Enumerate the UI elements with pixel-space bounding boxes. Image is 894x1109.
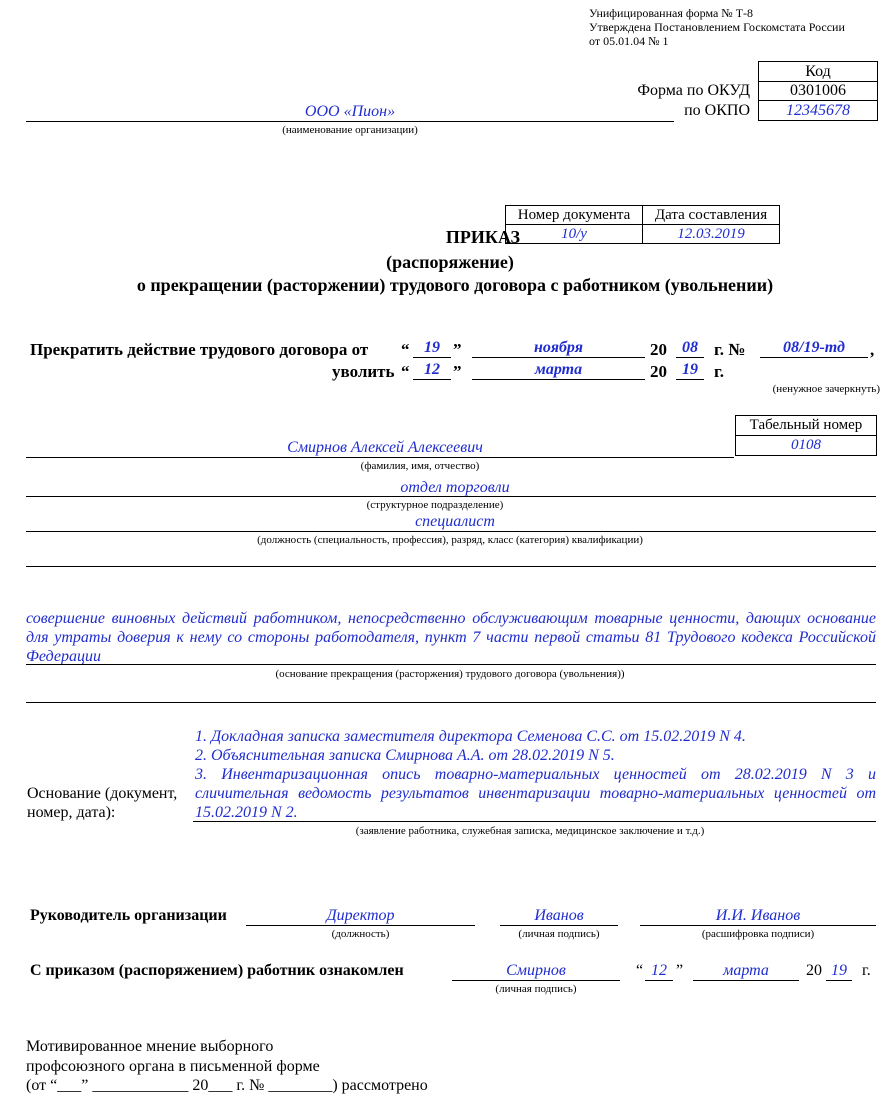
reason-line-extra	[26, 702, 876, 703]
ack-year-g: г.	[862, 962, 871, 979]
okpo-label: по ОКПО	[684, 102, 750, 119]
employee-position: специалист	[415, 513, 495, 530]
tab-number-value: 0108	[736, 436, 877, 456]
organization-caption: (наименование организации)	[282, 124, 418, 136]
basis-line	[193, 821, 876, 822]
number-label: г. №	[714, 340, 746, 359]
basis-item-3: 3. Инвентаризационная опись товарно-материальных ценностей от 28.02.2019 N 3 и сличительная ведомость результатов инвентаризации товарно-материальных ценностей от 15.02.2019 N 2.	[195, 766, 876, 821]
form-line-3: от 05.01.04 № 1	[589, 34, 669, 48]
union-line-3: (от “___” ____________ 20___ г. № ________) рассмотрено	[26, 1077, 428, 1094]
comma: ,	[870, 340, 875, 359]
manager-position-caption: (должность)	[331, 928, 390, 940]
title-prikaz: ПРИКАЗ	[445, 227, 520, 247]
ack-day: 12	[645, 962, 673, 981]
termination-reason: совершение виновных действий работником, непосредственно обслуживающим товарные ценности, дающих основание для утраты доверия к нему со стороны работодателя, пункт 7 части первой статьи 81 Трудового кодекса Российской Федерации	[26, 610, 876, 665]
employee-signature: Смирнов	[452, 962, 620, 981]
form-line-2: Утверждена Постановлением Госкомстата России	[589, 20, 845, 34]
employee-name-line	[26, 457, 734, 458]
doc-date-header: Дата составления	[643, 206, 780, 225]
basis-label: Основание (документ, номер, дата):	[27, 785, 178, 821]
form-line-1: Унифицированная форма № Т-8	[589, 6, 754, 20]
union-line-2: профсоюзного органа в письменной форме	[26, 1058, 320, 1075]
day-2: 12	[413, 361, 451, 380]
basis-item-2: 2. Объяснительная записка Смирнова А.А. от 28.02.2019 N 5.	[195, 747, 615, 764]
title-subject: о прекращении (расторжении) трудового договора с работником (увольнении)	[136, 275, 774, 295]
contract-number: 08/19-тд	[760, 339, 868, 358]
ack-year-prefix: 20	[806, 962, 822, 979]
year-2: 19	[676, 361, 704, 380]
reason-caption: (основание прекращения (расторжения) трудового договора (увольнения))	[275, 668, 625, 680]
quote-open-2: “	[401, 362, 410, 381]
acquainted-label: С приказом (распоряжением) работник ознакомлен	[30, 962, 404, 979]
reason-line	[26, 664, 876, 665]
year-prefix-1: 20	[650, 340, 667, 359]
ack-year: 19	[826, 962, 852, 981]
quote-close-2: ”	[453, 362, 462, 381]
organization-name: ООО «Пион»	[304, 103, 396, 120]
employee-department: отдел торговли	[400, 479, 510, 496]
day-1: 19	[413, 339, 451, 358]
basis-caption: (заявление работника, служебная записка, медицинское заключение и т.д.)	[355, 825, 705, 837]
manager-position: Директор	[246, 907, 475, 926]
ack-quote-close: ”	[676, 962, 684, 979]
organization-line	[26, 121, 674, 122]
union-line-1: Мотивированное мнение выборного	[26, 1038, 274, 1055]
employee-name-caption: (фамилия, имя, отчество)	[360, 460, 480, 472]
form-header	[589, 6, 845, 48]
okud-value: 0301006	[758, 81, 878, 101]
manager-signature-caption: (личная подпись)	[518, 928, 600, 940]
year-g-2: г.	[714, 362, 725, 381]
employee-name: Смирнов Алексей Алексеевич	[287, 439, 483, 456]
year-1: 08	[676, 339, 704, 358]
tab-number-header: Табельный номер	[736, 416, 877, 436]
department-line	[26, 496, 876, 497]
year-prefix-2: 20	[650, 362, 667, 381]
title-rasporyazhenie: (распоряжение)	[386, 252, 514, 272]
code-header-cell: Код	[758, 61, 878, 82]
ack-quote-open: “	[636, 962, 644, 979]
manager-signature: Иванов	[500, 907, 618, 926]
manager-decode: И.И. Иванов	[640, 907, 876, 926]
employee-signature-caption: (личная подпись)	[495, 983, 577, 995]
quote-open-1: “	[401, 340, 410, 359]
position-line	[26, 531, 876, 532]
department-caption: (структурное подразделение)	[366, 499, 504, 511]
manager-decode-caption: (расшифровка подписи)	[701, 928, 815, 940]
document-table	[505, 205, 780, 244]
okpo-value: 12345678	[758, 101, 878, 121]
month-2: марта	[472, 361, 645, 380]
dismiss-label: уволить	[332, 362, 395, 381]
doc-date-value: 12.03.2019	[643, 225, 780, 244]
basis-item-1: 1. Докладная записка заместителя директора Семенова С.С. от 15.02.2019 N 4.	[195, 728, 746, 745]
cross-out-note: (ненужное зачеркнуть)	[772, 383, 880, 395]
position-caption: (должность (специальность, профессия), разряд, класс (категория) квалификации)	[257, 534, 643, 546]
position-line-extra	[26, 566, 876, 567]
okud-label: Форма по ОКУД	[637, 82, 750, 99]
termination-label: Прекратить действие трудового договора от	[30, 340, 369, 359]
quote-close-1: ”	[453, 340, 462, 359]
manager-label: Руководитель организации	[30, 907, 227, 924]
doc-number-header: Номер документа	[506, 206, 643, 225]
ack-month: марта	[693, 962, 799, 981]
month-1: ноября	[472, 339, 645, 358]
tab-number-table	[735, 415, 877, 456]
doc-number-value: 10/у	[506, 225, 643, 244]
